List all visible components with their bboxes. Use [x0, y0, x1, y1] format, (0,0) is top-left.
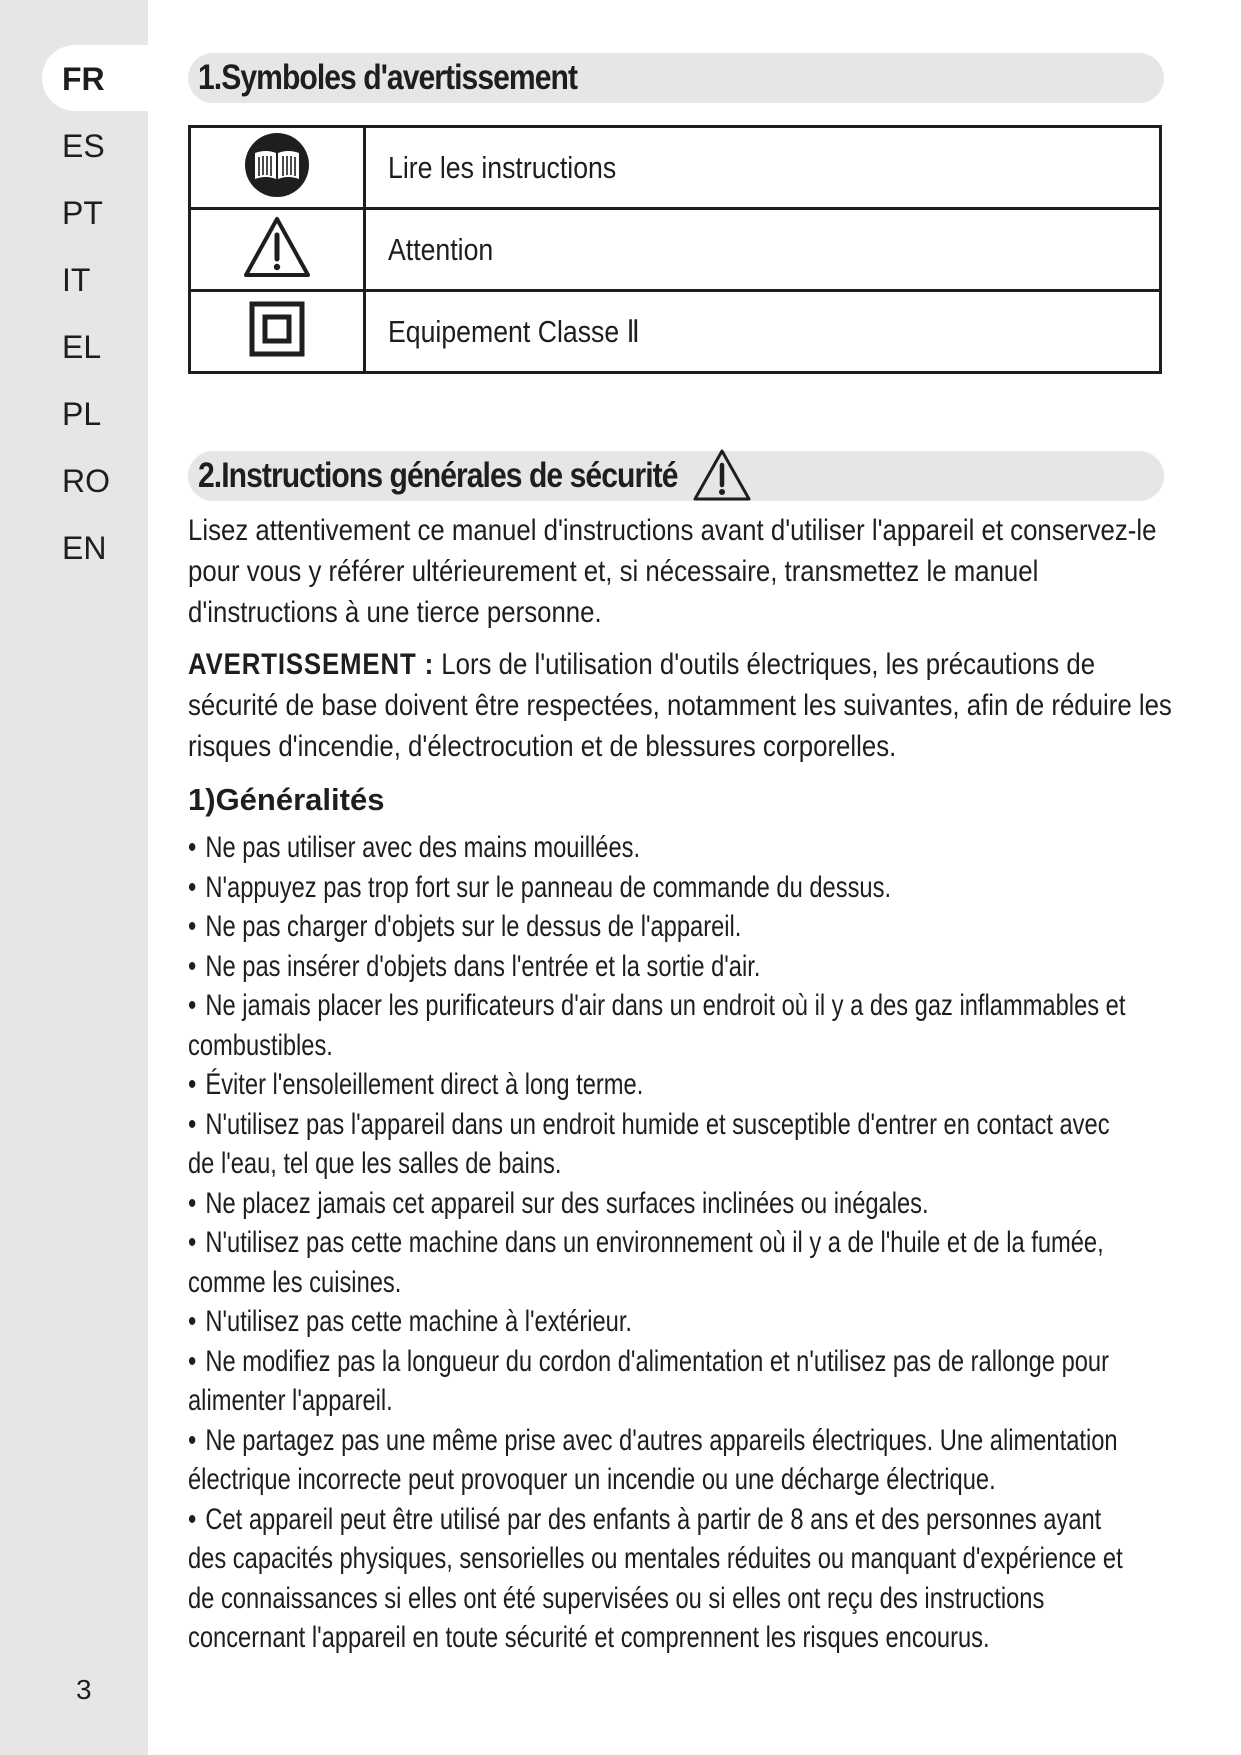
list-item: • Ne pas utiliser avec des mains mouillées. — [188, 831, 641, 864]
list-item: • Ne placez jamais cet appareil sur des surfaces inclinées ou inégales. — [188, 1186, 929, 1220]
generalites-heading: 1)Généralités — [188, 782, 385, 817]
lang-tab-el[interactable]: EL — [62, 329, 102, 365]
table-row — [190, 209, 1161, 291]
list-item: • Éviter l'ensoleillement direct à long terme. — [188, 1068, 644, 1101]
double-square-icon — [249, 301, 305, 357]
symbols-table — [188, 125, 1162, 374]
warning-text: Lors de l'utilisation d'outils électriques, les précautions de sécurité de base doivent être respectées, notamment les suivantes, afin de réduire les risques d'incendie, d'électrocution et de blessures corporelles. — [188, 648, 1172, 763]
warning-paragraph — [188, 644, 1178, 767]
symbol-label-cell — [365, 127, 1161, 209]
symbol-cell — [190, 209, 365, 291]
list-item-text: N'appuyez pas trop fort sur le panneau de commande du dessus. — [205, 870, 892, 904]
safety-bullet-list — [188, 828, 1136, 1658]
symbol-label: Attention — [388, 231, 494, 267]
list-item: • Ne jamais placer les purificateurs d'air dans un endroit où il y a des gaz inflammables et combustibles. — [188, 989, 1126, 1062]
list-item-text: Ne pas utiliser avec des mains mouillées. — [205, 831, 641, 864]
symbol-label-cell — [365, 291, 1161, 373]
list-item-text: N'utilisez pas cette machine dans un environnement où il y a de l'huile et de la fumée, comme les cuisines. — [188, 1226, 1104, 1299]
intro-text: Lisez attentivement ce manuel d'instructions avant d'utiliser l'appareil et conservez-le pour vous y référer ultérieurement et, si nécessaire, transmettez le manuel d'instructions à une tierce personne. — [188, 514, 1157, 629]
list-item: • Ne pas insérer d'objets dans l'entrée et la sortie d'air. — [188, 949, 761, 983]
section2-title: 2.Instructions générales de sécurité — [198, 456, 678, 495]
lang-tab-pl[interactable]: PL — [62, 396, 102, 432]
list-item: • N'appuyez pas trop fort sur le panneau de commande du dessus. — [188, 870, 892, 904]
symbol-label-cell — [365, 209, 1161, 291]
language-sidebar — [0, 0, 148, 1755]
list-item-text: Ne placez jamais cet appareil sur des surfaces inclinées ou inégales. — [205, 1186, 929, 1220]
lang-tab-it[interactable]: IT — [62, 262, 91, 298]
book-icon — [243, 131, 311, 199]
list-item: • N'utilisez pas cette machine à l'extérieur. — [188, 1305, 633, 1338]
table-row — [190, 291, 1161, 373]
list-item-text: Ne modifiez pas la longueur du cordon d'alimentation et n'utilisez pas de rallonge pour alimenter l'appareil. — [188, 1344, 1110, 1417]
list-item-text: Éviter l'ensoleillement direct à long terme. — [205, 1068, 644, 1101]
list-item-text: Cet appareil peut être utilisé par des enfants à partir de 8 ans et des personnes ayant des capacités physiques, sensorielles ou mentales réduites ou manquant d'expérience et de connaissances si elles ont été supervisées ou si elles ont reçu des instructions concernant l'appareil en toute sécurité et comprennent les risques encourus. — [188, 1502, 1123, 1654]
warning-triangle-icon — [692, 448, 752, 502]
list-item: • Ne pas charger d'objets sur le dessus de l'appareil. — [188, 910, 742, 943]
list-item-text: Ne partagez pas une même prise avec d'autres appareils électriques. Une alimentation électrique incorrecte peut provoquer un incendie ou une décharge électrique. — [188, 1423, 1118, 1496]
section1-header — [188, 53, 1164, 103]
list-item-text: Ne pas insérer d'objets dans l'entrée et la sortie d'air. — [205, 949, 761, 983]
warning-label: AVERTISSEMENT : — [188, 648, 435, 681]
list-item: • N'utilisez pas cette machine dans un environnement où il y a de l'huile et de la fumée, comme les cuisines. — [188, 1226, 1104, 1299]
section1-title: 1.Symboles d'avertissement — [198, 58, 578, 97]
symbol-cell — [190, 127, 365, 209]
list-item: • Ne partagez pas une même prise avec d'autres appareils électriques. Une alimentation électrique incorrecte peut provoquer un incendie ou une décharge électrique. — [188, 1423, 1118, 1496]
list-item: • Ne modifiez pas la longueur du cordon d'alimentation et n'utilisez pas de rallonge pour alimenter l'appareil. — [188, 1344, 1110, 1417]
lang-tab-fr[interactable]: FR — [62, 61, 105, 97]
list-item-text: N'utilisez pas l'appareil dans un endroit humide et susceptible d'entrer en contact avec de l'eau, tel que les salles de bains. — [188, 1107, 1110, 1180]
lang-tab-en[interactable]: EN — [62, 530, 107, 566]
warning-triangle-icon — [243, 215, 311, 279]
table-row — [190, 127, 1161, 209]
warning-wrap — [188, 644, 1177, 767]
lang-tab-es[interactable]: ES — [62, 128, 105, 164]
lang-tab-pt[interactable]: PT — [62, 195, 103, 231]
list-item: • Cet appareil peut être utilisé par des enfants à partir de 8 ans et des personnes ayant des capacités physiques, sensorielles ou mentales réduites ou manquant d'expérience et de connaissances si elles ont été supervisées ou si elles ont reçu des instructions concernant l'appareil en toute sécurité et comprennent les risques encourus. — [188, 1502, 1123, 1654]
section2-header — [188, 451, 1164, 501]
symbol-label: Equipement Classe Ⅱ — [388, 313, 640, 349]
lang-tab-ro[interactable]: RO — [62, 463, 110, 499]
page-number: 3 — [76, 1674, 92, 1705]
list-item-text: N'utilisez pas cette machine à l'extérieur. — [205, 1305, 633, 1338]
list-item-text: Ne pas charger d'objets sur le dessus de l'appareil. — [205, 910, 742, 943]
intro-paragraph — [188, 510, 1178, 633]
list-item: • N'utilisez pas l'appareil dans un endroit humide et susceptible d'entrer en contact avec de l'eau, tel que les salles de bains. — [188, 1107, 1110, 1180]
symbol-cell — [190, 291, 365, 373]
symbol-label: Lire les instructions — [388, 149, 617, 185]
list-item-text: Ne jamais placer les purificateurs d'air dans un endroit où il y a des gaz inflammables et combustibles. — [188, 989, 1126, 1062]
